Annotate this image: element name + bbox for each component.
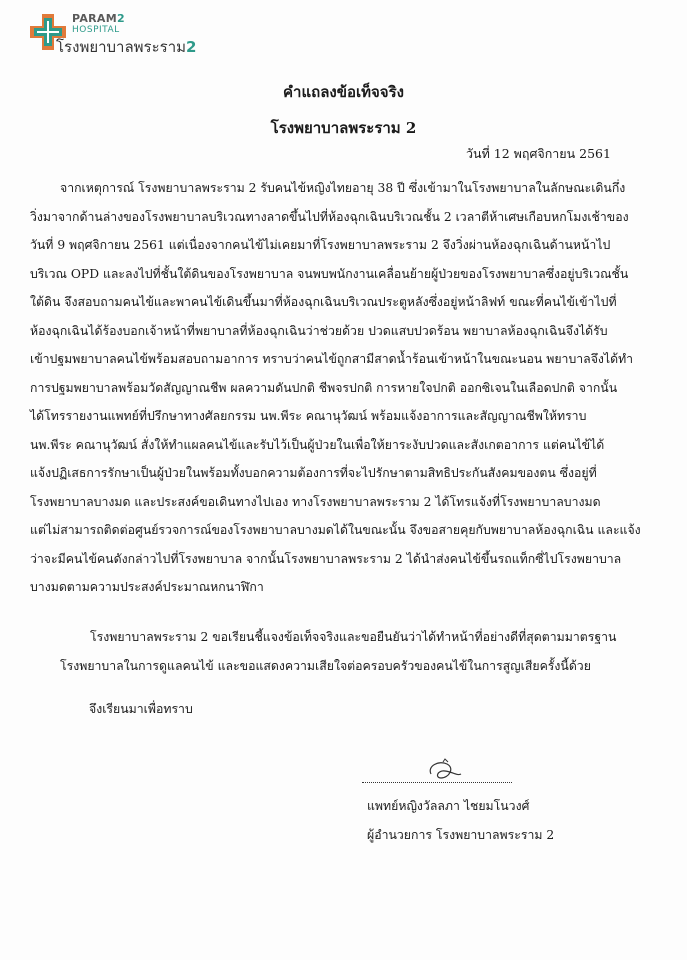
signer-name: แพทย์หญิงวัลลภา ไชยมโนวงศ์ <box>367 799 530 813</box>
paragraph-line: โรงพยาบาลพระราม 2 ขอเรียนชี้แจงข้อเท็จจริงและขอยืนยันว่าได้ทำหน้าที่อย่างดีที่สุดตามมาตรฐาน <box>90 630 617 644</box>
logo-name-th: โรงพยาบาลพระราม2 <box>56 38 197 56</box>
paragraph-line: บริเวณ OPD และลงไปที่ชั้นใต้ดินของโรงพยาบาล จนพบพนักงานเคลื่อนย้ายผู้ป่วยของโรงพยาบาลซึ่งอยู่บริเวณชั้น <box>30 266 629 281</box>
paragraph-line: วันที่ 9 พฤศจิกายน 2561 แต่เนื่องจากคนไข้ไม่เคยมาที่โรงพยาบาลพระราม 2 จึงวิ่งผ่านห้องฉุกเฉินด้านหน้าไป <box>30 238 611 252</box>
document-title: คำแถลงข้อเท็จจริง <box>283 83 404 101</box>
closing-line: จึงเรียนมาเพื่อทราบ <box>89 702 193 716</box>
paragraph-line: ห้องฉุกเฉินได้ร้องบอกเจ้าหน้าที่พยาบาลที่ห้องฉุกเฉินว่าช่วยด้วย ปวดแสบปวดร้อน พยาบาลห้องฉุกเฉินจึงได้รับ <box>30 323 608 338</box>
signer-position: ผู้อำนวยการ โรงพยาบาลพระราม 2 <box>367 828 555 842</box>
paragraph-line: จากเหตุการณ์ โรงพยาบาลพระราม 2 รับคนไข้หญิงไทยอายุ 38 ปี ซึ่งเข้ามาในโรงพยาบาลในลักษณะเดินกึ่ง <box>60 181 626 195</box>
paragraph-line: การปฐมพยาบาลพร้อมวัดสัญญาณชีพ ผลความดันปกติ ชีพจรปกติ การหายใจปกติ ออกซิเจนในเลือดปกติ จากนั้น <box>30 380 618 395</box>
logo-subtitle-en: HOSPITAL <box>72 25 120 35</box>
paragraph-line: วิ่งมาจากด้านล่างของโรงพยาบาลบริเวณทางลาดขึ้นไปที่ห้องฉุกเฉินบริเวณชั้น 2 เวลาตีห้าเศษเกือบหกโมงเช้าของ <box>30 209 629 224</box>
paragraph-line: ได้โทรรายงานแพทย์ที่ปรึกษาทางศัลยกรรม นพ.พีระ คณานุวัฒน์ พร้อมแจ้งอาการและสัญญาณชีพให้ทราบ <box>30 409 587 423</box>
signature-line <box>362 782 512 783</box>
paragraph-line: แต่ไม่สามารถติดต่อศูนย์รวจการณ์ของโรงพยาบาลบางมดได้ในขณะนั้น จึงขอสายคุยกับพยาบาลห้องฉุกเฉิน และแจ้ง <box>30 523 641 537</box>
handwritten-signature <box>425 758 465 784</box>
paragraph-line: โรงพยาบาลในการดูแลคนไข้ และขอแสดงความเสียใจต่อครอบครัวของคนไข้ในการสูญเสียครั้งนี้ด้วย <box>60 658 591 673</box>
logo-name-en: PARAM2 <box>72 12 125 25</box>
hospital-logo <box>28 10 228 62</box>
paragraph-line: แจ้งปฏิเสธการรักษาเป็นผู้ป่วยในพร้อมทั้งบอกความต้องการที่จะไปรักษาตามสิทธิประกันสังคมของตน ซึ่งอยู่ที่ <box>30 466 597 480</box>
paragraph-line: เข้าปฐมพยาบาลคนไข้พร้อมสอบถามอาการ ทราบว่าคนไข้ถูกสามีสาดน้ำร้อนเข้าหน้าในขณะนอน พยาบาลจึงได้ทำ <box>30 352 634 366</box>
paragraph-line: โรงพยาบาลบางมด และประสงค์ขอเดินทางไปเอง ทางโรงพยาบาลพระราม 2 ได้โทรแจ้งที่โรงพยาบาลบางมด <box>30 494 601 509</box>
paragraph-confirmation <box>0 623 616 680</box>
document-subtitle: โรงพยาบาลพระราม 2 <box>270 119 417 137</box>
paragraph-line: บางมดตามความประสงค์ประมาณหกนาฬิกา <box>30 580 264 594</box>
paragraph-line: นพ.พีระ คณานุวัฒน์ สั่งให้ทำแผลคนไข้และรับไว้เป็นผู้ป่วยในเพื่อให้ยาระงับปวดและสังเกตอาการ แต่คนไข้ได้ <box>30 437 605 452</box>
document-date: วันที่ 12 พฤศจิกายน 2561 <box>466 146 611 161</box>
paragraph-statement <box>0 174 641 602</box>
paragraph-line: ใต้ดิน จึงสอบถามคนไข้และพาคนไข้เดินขึ้นมาที่ห้องฉุกเฉินบริเวณประตูหลังซึ่งอยู่หน้าลิฟท์ ขณะที่คนไข้เข้าไปที่ <box>30 295 617 309</box>
paragraph-line: ว่าจะมีคนไข้คนดังกล่าวไปที่โรงพยาบาล จากนั้นโรงพยาบาลพระราม 2 ได้นำส่งคนไข้ขึ้นรถแท็กซี่ไปโรงพยาบาล <box>30 551 622 566</box>
